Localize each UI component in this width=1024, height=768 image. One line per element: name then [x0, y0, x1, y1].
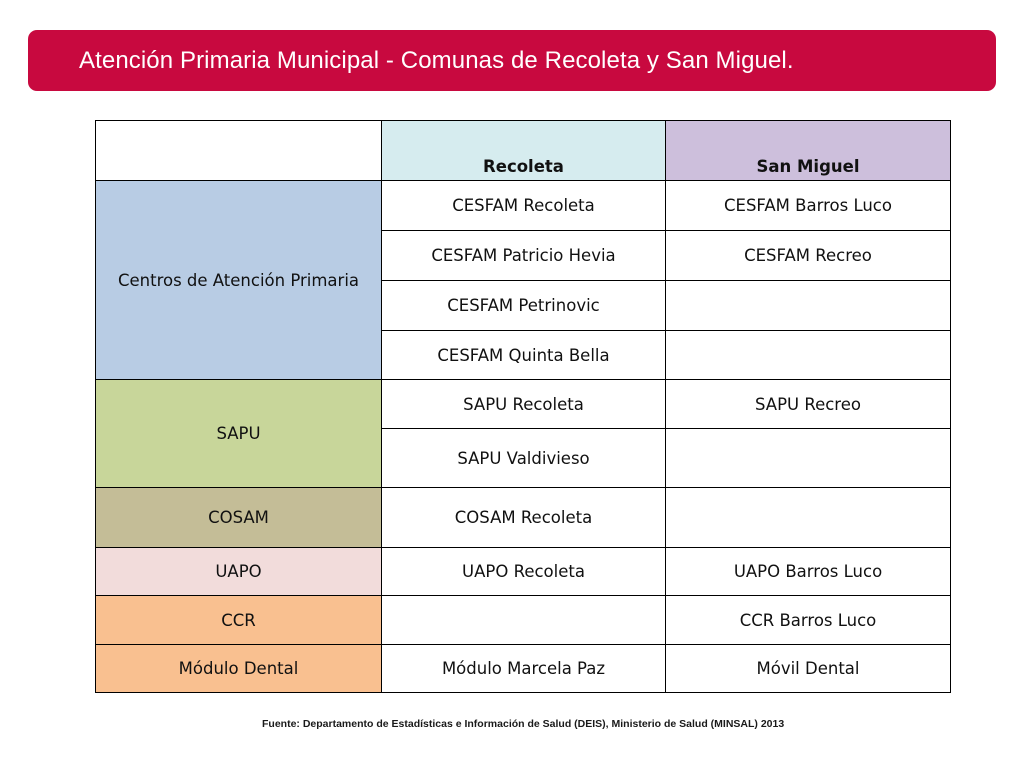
source-note: Fuente: Departamento de Estadísticas e Información de Salud (DEIS), Ministerio de Salud (MINSAL) 2013 [262, 718, 785, 730]
cell-recoleta: COSAM Recoleta [382, 488, 666, 548]
header-recoleta: Recoleta [382, 121, 666, 181]
cell-recoleta: CESFAM Recoleta [382, 181, 666, 231]
cell-recoleta: CESFAM Petrinovic [382, 281, 666, 331]
table-row [96, 181, 951, 231]
cell-recoleta: Módulo Marcela Paz [382, 645, 666, 693]
cell-san-miguel: CESFAM Barros Luco [666, 181, 951, 231]
slide-title: Atención Primaria Municipal - Comunas de Recoleta y San Miguel. [79, 46, 794, 74]
table-row [96, 488, 951, 548]
cell-san-miguel [666, 488, 951, 548]
table-row [96, 645, 951, 693]
cell-san-miguel: CCR Barros Luco [666, 596, 951, 645]
cell-san-miguel: UAPO Barros Luco [666, 548, 951, 596]
cell-san-miguel [666, 331, 951, 380]
cell-san-miguel: CESFAM Recreo [666, 231, 951, 281]
cell-recoleta: CESFAM Quinta Bella [382, 331, 666, 380]
table-row [96, 548, 951, 596]
services-table [95, 120, 951, 693]
table-row [96, 596, 951, 645]
category-centros: Centros de Atención Primaria [96, 181, 382, 380]
cell-recoleta: UAPO Recoleta [382, 548, 666, 596]
title-banner [28, 30, 996, 91]
category-cosam: COSAM [96, 488, 382, 548]
cell-recoleta [382, 596, 666, 645]
cell-recoleta: SAPU Recoleta [382, 380, 666, 429]
cell-san-miguel: Móvil Dental [666, 645, 951, 693]
header-san-miguel: San Miguel [666, 121, 951, 181]
category-uapo: UAPO [96, 548, 382, 596]
cell-san-miguel [666, 429, 951, 488]
category-dental: Módulo Dental [96, 645, 382, 693]
category-sapu: SAPU [96, 380, 382, 488]
category-ccr: CCR [96, 596, 382, 645]
cell-san-miguel [666, 281, 951, 331]
cell-recoleta: CESFAM Patricio Hevia [382, 231, 666, 281]
cell-san-miguel: SAPU Recreo [666, 380, 951, 429]
header-corner-cell [96, 121, 382, 181]
header-row [96, 121, 951, 181]
cell-recoleta: SAPU Valdivieso [382, 429, 666, 488]
table-row [96, 380, 951, 429]
